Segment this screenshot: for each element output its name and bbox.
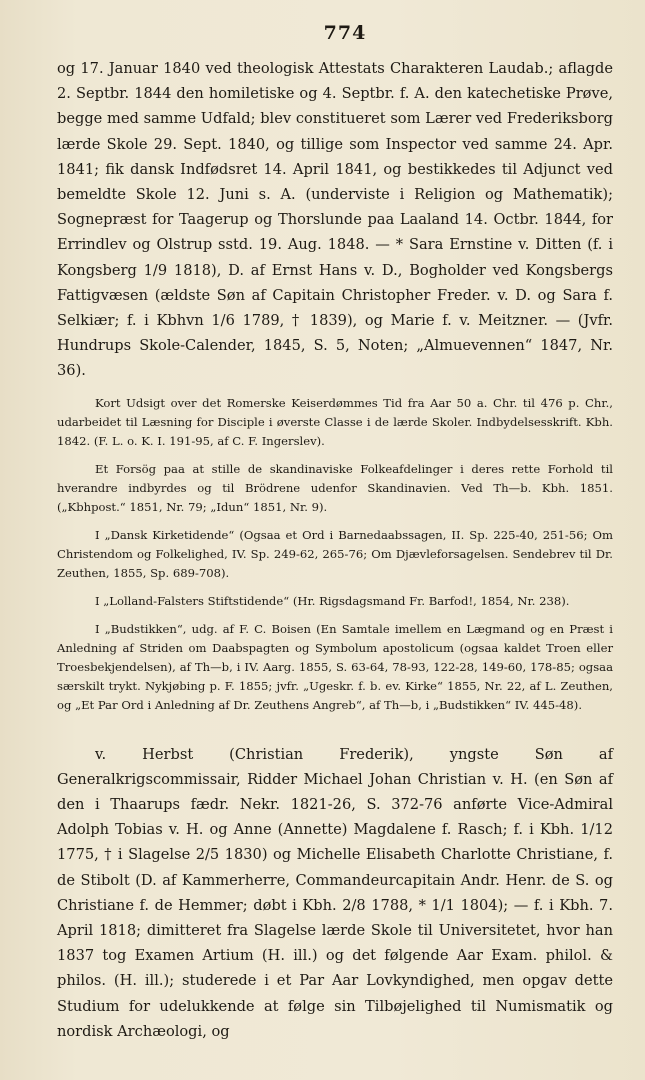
bibliography-entry-scandinavian: Et Forsög paa at stille de skandinaviske Folkeafdelinger i deres rette Forhold til hverandre indbyrdes og til Brödrene udenfor Skandinavien. Ved Th—b. Kbh. 1851. („Kbhpost.“ 1851, Nr. 79; „Idun“ 1851, Nr. 9). [57,461,613,514]
biography-continuation: og 17. Januar 1840 ved theologisk Attestats Charakteren Laudab.; aflagde 2. Septbr. 1844 den homiletiske og 4. Septbr. f. A. den katechetiske Prøve, begge med samme Udfald; blev constitueret som Lærer ved Frederiksborg lærde Skole 29. Sept. 1840, og tillige som Inspector ved samme 24. Apr. 1841; fik dansk Indfødsret 14. April 1841, og bestikkedes til Adjunct ved bemeldte Skole 12. Juni s. A. (underviste i Religion og Mathematik); Sognepræst for Taagerup og Thorslunde paa Laaland 14. Octbr. 1844, for Errindlev og Olstrup sstd. 19. Aug. 1848. — * Sara Ernstine v. Ditten (f. i Kongsberg 1/9 1818), D. af Ernst Hans v. D., Bogholder ved Kongsbergs Fattigvæsen (ældste Søn af Capitain Christopher Freder. v. D. og Sara f. Selkiær; f. i Kbhvn 1/6 1789, † 1839), og Marie f. v. Meitzner. — (Jvfr. Hundrups Skole-Calender, 1845, S. 5, Noten; „Almuevennen“ 1847, Nr. 36). [57,60,613,380]
bibliography-entry-stiftstidende: I „Lolland-Falsters Stiftstidende“ (Hr. Rigsdagsmand Fr. Barfod!, 1854, Nr. 238). [95,593,570,608]
page-bottom-margin [0,1032,645,1080]
bibliography-entry-roman-empire: Kort Udsigt over det Romerske Keiserdømmes Tid fra Aar 50 a. Chr. til 476 p. Chr., udarbeidet til Læsning for Disciple i øverste Classe i de lærde Skoler. Indbydelsesskrift. Kbh. 1842. (F. L. o. K. I. 191-95, af C. F. Ingerslev). [57,395,613,448]
biography-entry-herbst: v. Herbst (Christian Frederik), yngste Søn af Generalkrigscommissair, Ridder Michael Johan Christian v. H. (en Søn af den i Thaarups fædr. Nekr. 1821-26, S. 372-76 anførte Vice-Admiral Adolph Tobias v. H. og Anne (Annette) Magdalene f. Rasch; f. i Kbh. 1/12 1775, † i Slagelse 2/5 1830) og Michelle Elisabeth Charlotte Christiane, f. de Stibolt (D. af Kammerherre, Commandeurcapitain Andr. Henr. de S. og Christiane f. de Hemmer; døbt i Kbh. 2/8 1788, * 1/1 1804); — f. i Kbh. 7. April 1818; dimitteret fra Slagelse lærde Skole til Universitetet, hvor han 1837 tog Examen Artium (H. ill.) og det følgende Aar Exam. philol. & philos. (H. ill.); studerede i et Par Aar Lovkyndighed, men opgav dette Studium for udelukkende at følge sin Tilbøjelighed til Numismatik og nordisk Archæologi, og [57,745,613,1040]
bibliography-entry-budstikken: I „Budstikken“, udg. af F. C. Boisen (En Samtale imellem en Lægmand og en Præst i Anledning af Striden om Daabspagten og Symbolum apostolicum (ogsaa kaldet Troen eller Troesbekjendelsen), af Th—b, i IV. Aarg. 1855, S. 63-64, 78-93, 122-28, 149-60, 178-85; ogsaa særskilt trykt. Nykjøbing p. F. 1855; jvfr. „Ugeskr. f. b. ev. Kirke“ 1855, Nr. 22, af L. Zeuthen, og „Et Par Ord i Anledning af Dr. Zeuthens Angreb“, af Th—b, i „Budstikken“ IV. 445-48). [57,621,613,712]
page-number: 774 [323,22,367,44]
bibliography-entry-kirketidende: I „Dansk Kirketidende“ (Ogsaa et Ord i Barnedaabssagen, II. Sp. 225-40, 251-56; Om Christendom og Folkelighed, IV. Sp. 249-62, 265-76; Om Djævleforsagelsen. Sendebrev til Dr. Zeuthen, 1855, Sp. 689-708). [57,527,613,580]
